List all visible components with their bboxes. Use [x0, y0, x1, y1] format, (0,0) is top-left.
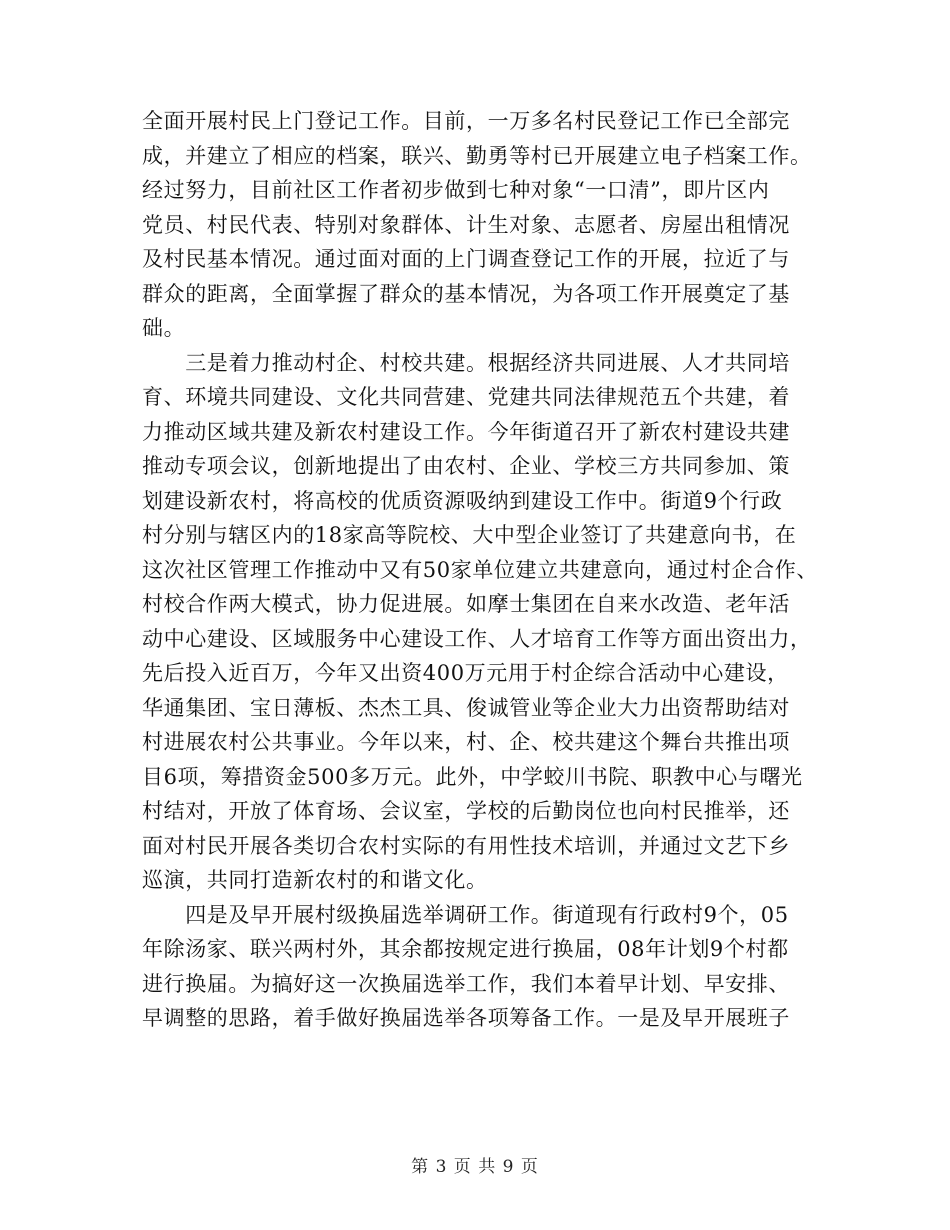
text-line: 成，并建立了相应的档案，联兴、勤勇等村已开展建立电子档案工作。: [142, 143, 812, 168]
text-line: 三是着力推动村企、村校共建。根据经济共同进展、人才共同培: [142, 350, 790, 375]
text-line: 力推动区域共建及新农村建设工作。今年街道召开了新农村建设共建: [142, 419, 790, 444]
text-line: 这次社区管理工作推动中又有50家单位建立共建意向，通过村企合作、: [142, 557, 818, 582]
text-line: 四是及早开展村级换届选举调研工作。街道现有行政村9个，05: [142, 902, 789, 927]
text-line: 全面开展村民上门登记工作。目前，一万多名村民登记工作已全部完: [142, 109, 790, 133]
text-line: 村校合作两大模式，协力促进展。如摩士集团在自来水改造、老年活: [142, 592, 790, 616]
text-line: 党员、村民代表、特别对象群体、计生对象、志愿者、房屋出租情况: [142, 212, 790, 237]
text-line: 础。: [142, 316, 186, 340]
text-line: 村结对，开放了体育场、会议室，学校的后勤岗位也向村民推举，还: [142, 799, 790, 823]
body-text: [142, 104, 822, 1036]
text-line: 巡演，共同打造新农村的和谐文化。: [142, 868, 488, 892]
text-line: 目6项，筹措资金500多万元。此外，中学蛟川书院、职教中心与曙光: [142, 764, 803, 789]
text-line: 村进展农村公共事业。今年以来，村、企、校共建这个舞台共推出项: [142, 730, 790, 754]
text-line: 村分别与辖区内的18家高等院校、大中型企业签订了共建意向书，在: [142, 523, 797, 547]
text-line: 进行换届。为搞好这一次换届选举工作，我们本着早计划、早安排、: [142, 971, 790, 996]
text-line: 年除汤家、联兴两村外，其余都按规定进行换届，08年计划9个村都: [142, 937, 789, 961]
text-line: 华通集团、宝日薄板、杰杰工具、俊诚管业等企业大力出资帮助结对: [142, 695, 790, 720]
text-line: 早调整的思路，着手做好换届选举各项筹备工作。一是及早开展班子: [142, 1006, 790, 1030]
text-line: 动中心建设、区域服务中心建设工作、人才培育工作等方面出资出力，: [142, 626, 812, 651]
text-line: 群众的距离，全面掌握了群众的基本情况，为各项工作开展奠定了基: [142, 281, 790, 306]
text-line: 先后投入近百万，今年又出资400万元用于村企综合活动中心建设，: [142, 661, 789, 685]
page-number-footer: 第 3 页 共 9 页: [411, 1157, 539, 1177]
text-line: 经过努力，目前社区工作者初步做到七种对象“一口清”，即片区内: [142, 178, 770, 202]
text-line: 面对村民开展各类切合农村实际的有用性技术培训，并通过文艺下乡: [142, 833, 790, 858]
text-line: 划建设新农村，将高校的优质资源吸纳到建设工作中。街道9个行政: [142, 488, 783, 513]
text-line: 推动专项会议，创新地提出了由农村、企业、学校三方共同参加、策: [142, 454, 790, 478]
text-line: 及村民基本情况。通过面对面的上门调查登记工作的开展，拉近了与: [142, 247, 790, 271]
text-line: 育、环境共同建设、文化共同营建、党建共同法律规范五个共建，着: [142, 385, 790, 409]
